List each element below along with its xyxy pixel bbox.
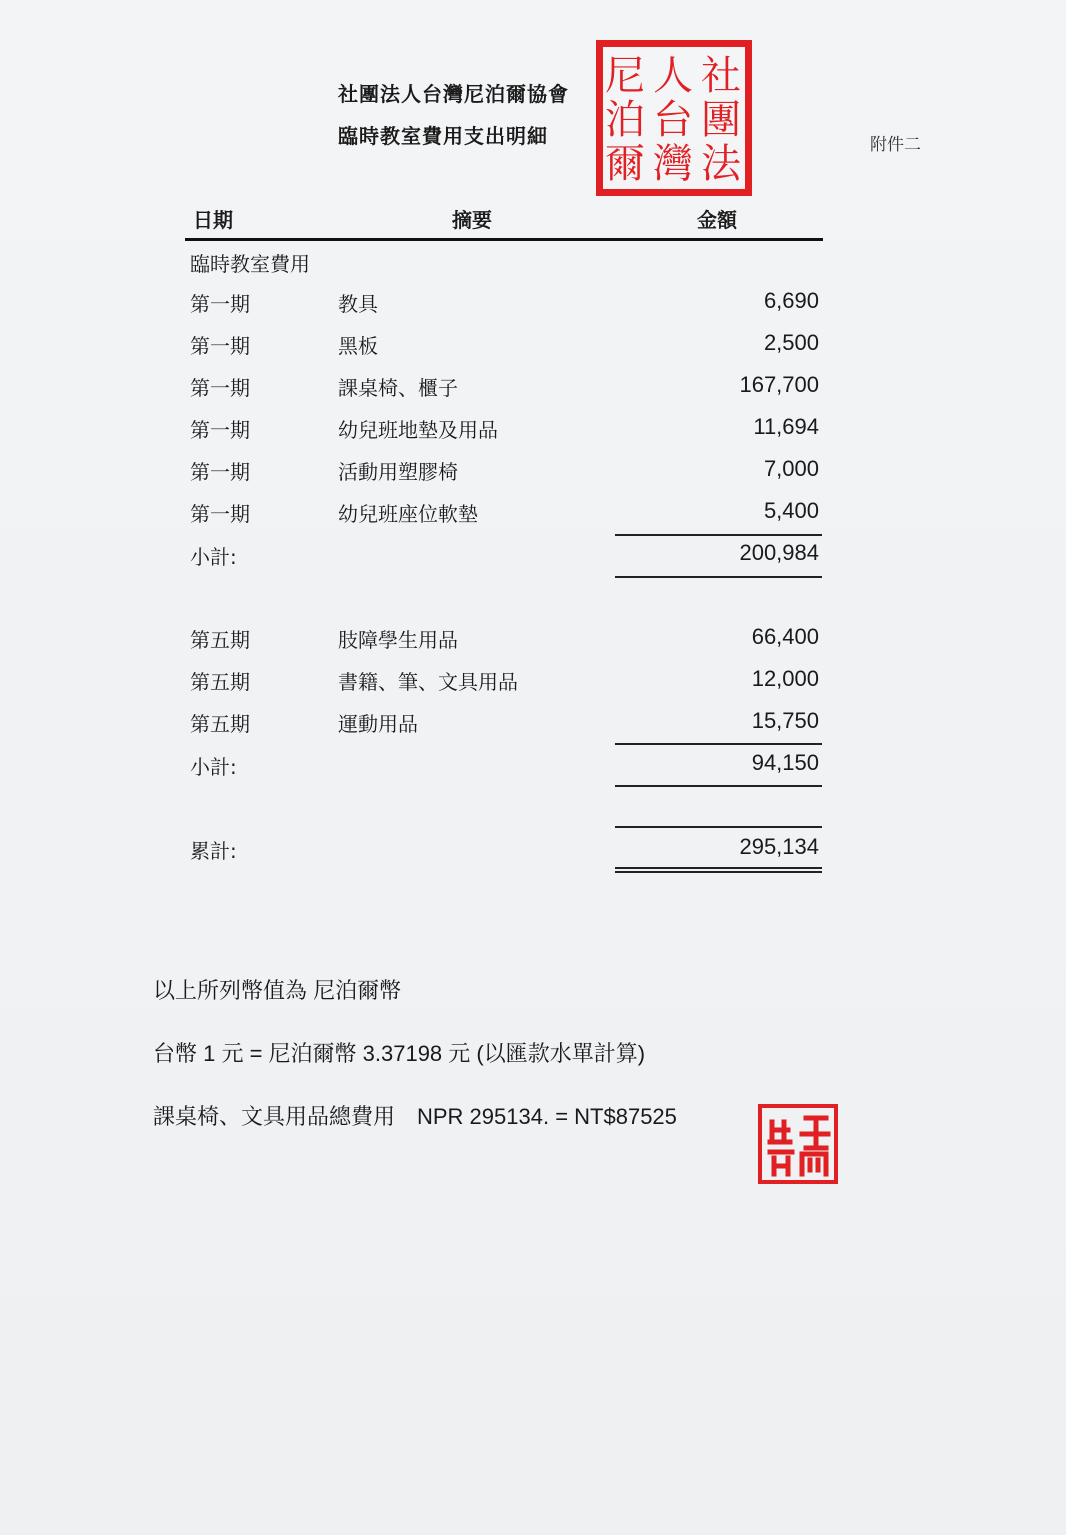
- row-summary: 幼兒班地墊及用品: [338, 418, 498, 442]
- subtotal-label: 小計:: [190, 755, 237, 779]
- row-amount: 7,000: [763, 456, 819, 481]
- seal-char: 尼: [605, 53, 645, 99]
- subtotal-rule: [615, 576, 822, 578]
- row-summary: 幼兒班座位軟墊: [338, 502, 478, 526]
- row-amount: 2,500: [763, 330, 819, 355]
- row-amount: 15,750: [751, 708, 819, 733]
- row-summary: 肢障學生用品: [338, 628, 458, 652]
- row-summary: 活動用塑膠椅: [338, 460, 458, 484]
- subtotal-amount: 94,150: [751, 750, 819, 775]
- row-date: 第一期: [190, 460, 250, 484]
- row-amount: 66,400: [751, 624, 819, 649]
- section-title: 臨時教室費用: [190, 252, 310, 276]
- row-summary: 運動用品: [338, 712, 418, 736]
- row-date: 第一期: [190, 376, 250, 400]
- header-rule: [185, 238, 823, 241]
- summary-note: 課桌椅、文具用品總費用 NPR 295134. = NT$87525: [153, 1104, 677, 1129]
- row-summary: 黑板: [338, 334, 378, 358]
- row-summary: 課桌椅、櫃子: [338, 376, 458, 400]
- subtotal-rule: [615, 785, 822, 787]
- personal-seal-svg: [762, 1108, 834, 1180]
- row-date: 第五期: [190, 670, 250, 694]
- table-row: [0, 288, 1066, 318]
- row-date: 第五期: [190, 628, 250, 652]
- total-label: 累計:: [190, 839, 237, 863]
- total-rule: [615, 826, 822, 828]
- total-amount: 295,134: [739, 834, 819, 859]
- row-amount: 12,000: [751, 666, 819, 691]
- seal-char: 社: [701, 53, 741, 99]
- organization-seal-svg: [603, 47, 745, 189]
- row-amount: 167,700: [739, 372, 819, 397]
- seal-char: 人: [653, 53, 693, 99]
- seal-char: 泊: [605, 97, 645, 143]
- table-row: [0, 708, 1066, 738]
- subtotal-rule: [615, 534, 822, 536]
- row-summary: 教具: [338, 292, 378, 316]
- seal-char: 法: [701, 141, 741, 187]
- seal-char: 灣: [653, 141, 693, 187]
- exchange-rate-note: 台幣 1 元 = 尼泊爾幣 3.37198 元 (以匯款水單計算): [153, 1041, 646, 1066]
- row-date: 第一期: [190, 418, 250, 442]
- table-row: [0, 666, 1066, 696]
- table-row: [0, 498, 1066, 528]
- attachment-label: 附件二: [870, 135, 921, 155]
- row-summary: 書籍、筆、文具用品: [338, 670, 518, 694]
- row-date: 第一期: [190, 502, 250, 526]
- table-row: [0, 330, 1066, 360]
- personal-seal: [758, 1104, 838, 1184]
- row-date: 第一期: [190, 292, 250, 316]
- subtotal-rule: [615, 743, 822, 745]
- seal-char: 爾: [605, 141, 645, 187]
- total-double-rule-top: [615, 867, 822, 869]
- doc-title: 臨時教室費用支出明細: [338, 124, 548, 148]
- org-name: 社團法人台灣尼泊爾協會: [338, 82, 569, 106]
- column-amount: 金額: [697, 208, 737, 232]
- row-date: 第五期: [190, 712, 250, 736]
- row-date: 第一期: [190, 334, 250, 358]
- seal-char: 團: [701, 97, 741, 143]
- table-row: [0, 456, 1066, 486]
- total-double-rule-bottom: [615, 871, 822, 873]
- currency-note: 以上所列幣值為 尼泊爾幣: [153, 978, 402, 1003]
- table-row: [0, 372, 1066, 402]
- column-date: 日期: [193, 208, 233, 232]
- subtotal-amount: 200,984: [739, 540, 819, 565]
- row-amount: 6,690: [763, 288, 819, 313]
- seal-char: 台: [653, 97, 693, 143]
- table-row: [0, 624, 1066, 654]
- table-row: [0, 414, 1066, 444]
- organization-seal: [596, 40, 752, 196]
- row-amount: 5,400: [763, 498, 819, 523]
- row-amount: 11,694: [753, 414, 819, 439]
- subtotal-label: 小計:: [190, 545, 237, 569]
- column-summary: 摘要: [452, 208, 492, 232]
